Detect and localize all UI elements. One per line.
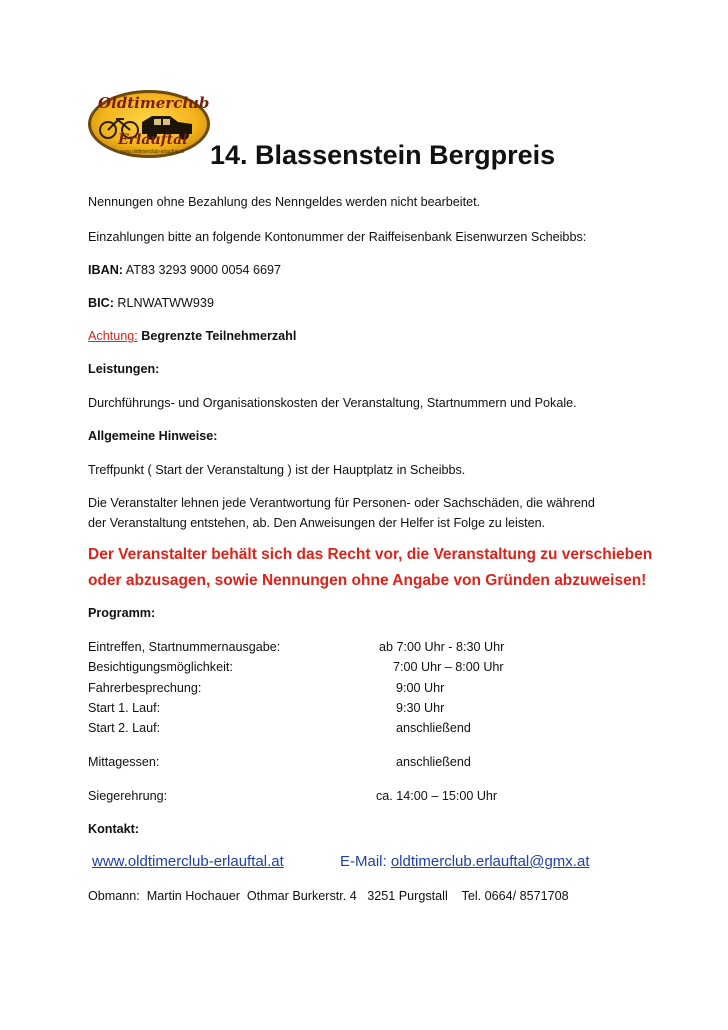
- kontakt-heading: Kontakt:: [88, 822, 140, 836]
- program-label: Start 1. Lauf:: [88, 701, 161, 715]
- achtung-label: Achtung:: [88, 329, 138, 343]
- iban-line: [88, 263, 281, 277]
- payment-text: Einzahlungen bitte an folgende Kontonummer der Raiffeisenbank Eisenwurzen Scheibbs:: [88, 230, 587, 244]
- program-label: Besichtigungsmöglichkeit:: [88, 660, 233, 674]
- logo-url-text: www.oldtimerclub-erlauftal.at: [120, 149, 184, 155]
- website-link[interactable]: www.oldtimerclub-erlauftal.at: [92, 853, 284, 870]
- bic-value: RLNWATWW939: [113, 296, 214, 310]
- club-logo: [86, 88, 212, 160]
- program-label: Siegerehrung:: [88, 789, 168, 803]
- achtung-value: Begrenzte Teilnehmerzahl: [137, 329, 297, 343]
- program-label: Eintreffen, Startnummernausgabe:: [88, 640, 281, 654]
- hinweise-heading: Allgemeine Hinweise:: [88, 429, 218, 443]
- program-time: ca. 14:00 – 15:00 Uhr: [376, 789, 498, 803]
- hinweise-line2b: der Veranstaltung entstehen, ab. Den Anweisungen der Helfer ist Folge zu leisten.: [88, 516, 546, 530]
- iban-value: AT83 3293 9000 0054 6697: [122, 263, 282, 277]
- warning-line1: Der Veranstalter behält sich das Recht vor, die Veranstaltung zu verschieben: [88, 546, 653, 563]
- obmann-line: Obmann: Martin Hochauer Othmar Burkerstr. 4 3251 Purgstall Tel. 0664/ 8571708: [88, 889, 569, 903]
- achtung-line: [88, 329, 296, 343]
- warning-line2: oder abzusagen, sowie Nennungen ohne Angabe von Gründen abzuweisen!: [88, 572, 647, 589]
- program-label: Fahrerbesprechung:: [88, 681, 202, 695]
- logo-bottom-text: Erlauftal: [118, 132, 188, 148]
- programm-heading: Programm:: [88, 606, 156, 620]
- bic-label: BIC:: [88, 296, 114, 310]
- program-time: 9:00 Uhr: [396, 681, 445, 695]
- iban-label: IBAN:: [88, 263, 123, 277]
- program-time: ab 7:00 Uhr - 8:30 Uhr: [379, 640, 505, 654]
- program-time: anschließend: [396, 755, 471, 769]
- program-time: 9:30 Uhr: [396, 701, 445, 715]
- program-label: Start 2. Lauf:: [88, 721, 161, 735]
- bic-line: [88, 296, 214, 310]
- program-label: Mittagessen:: [88, 755, 160, 769]
- program-time: anschließend: [396, 721, 471, 735]
- program-time: 7:00 Uhr – 8:00 Uhr: [393, 660, 504, 674]
- email-line: [340, 853, 589, 870]
- hinweise-line1: Treffpunkt ( Start der Veranstaltung ) ist der Hauptplatz in Scheibbs.: [88, 463, 466, 477]
- leistungen-text: Durchführungs- und Organisationskosten der Veranstaltung, Startnummern und Pokale.: [88, 396, 577, 410]
- email-label: E-Mail:: [340, 853, 391, 870]
- page-title: 14. Blassenstein Bergpreis: [210, 140, 556, 170]
- hinweise-line2a: Die Veranstalter lehnen jede Verantwortung für Personen- oder Sachschäden, die während: [88, 496, 595, 510]
- email-link[interactable]: oldtimerclub.erlauftal@gmx.at: [390, 853, 590, 870]
- logo-top-text: Oldtimerclub: [98, 94, 210, 112]
- leistungen-heading: Leistungen:: [88, 362, 160, 376]
- intro-text: Nennungen ohne Bezahlung des Nenngeldes werden nicht bearbeitet.: [88, 195, 481, 209]
